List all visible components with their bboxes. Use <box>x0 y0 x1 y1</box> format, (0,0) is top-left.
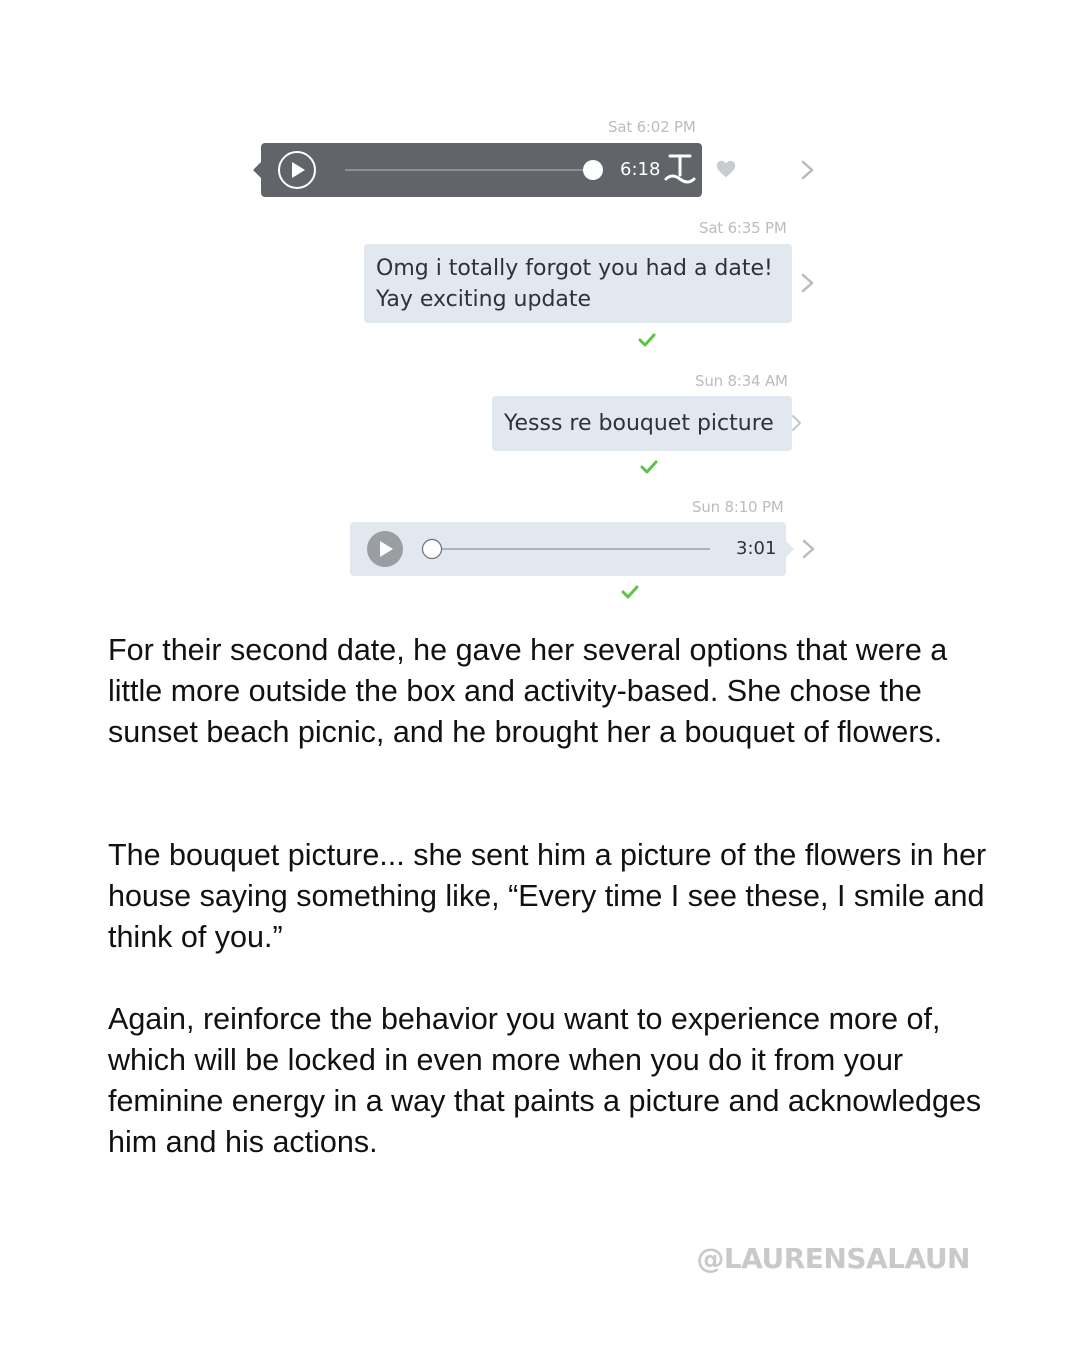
play-icon[interactable] <box>277 150 317 190</box>
voice-message-bubble[interactable] <box>261 143 702 197</box>
voice-duration: 6:18 <box>620 159 661 180</box>
article-paragraph: The bouquet picture... she sent him a picture of the flowers in her house saying something like, “Every time I see these, I smile and think of you.” <box>108 838 987 954</box>
article-paragraph: For their second date, he gave her several options that were a little more outside the box and activity-based. She chose the sunset beach picnic, and he brought her a bouquet of flowers. <box>108 633 948 749</box>
voice-progress-bar[interactable] <box>345 159 605 181</box>
check-icon <box>640 459 658 475</box>
bubble-tail <box>786 541 794 557</box>
chevron-right-icon[interactable] <box>800 272 816 294</box>
heart-icon[interactable] <box>715 158 737 180</box>
play-icon[interactable] <box>365 529 405 569</box>
bubble-tail <box>253 162 261 178</box>
text-message-bubble[interactable] <box>492 396 792 451</box>
transcribe-icon[interactable] <box>663 153 697 187</box>
message-timestamp: Sun 8:34 AM <box>695 372 788 390</box>
voice-message-bubble[interactable] <box>350 522 786 576</box>
message-timestamp: Sat 6:35 PM <box>699 219 787 237</box>
author-handle: @LAURENSALAUN <box>696 1242 970 1275</box>
chevron-right-icon[interactable] <box>790 413 804 433</box>
chevron-right-icon[interactable] <box>800 159 816 181</box>
voice-duration: 3:01 <box>736 538 777 559</box>
voice-progress-bar[interactable] <box>420 538 715 560</box>
article-paragraph: Again, reinforce the behavior you want to experience more of, which will be locked in even more when you do it from your feminine energy in a way that paints a picture and acknowledges him and his actions. <box>108 1002 982 1159</box>
message-timestamp: Sat 6:02 PM <box>608 118 696 136</box>
message-timestamp: Sun 8:10 PM <box>692 498 784 516</box>
text-message-bubble[interactable] <box>364 244 792 323</box>
chevron-right-icon[interactable] <box>801 538 817 560</box>
check-icon <box>638 332 656 348</box>
message-text: Yesss re bouquet picture <box>504 411 774 436</box>
check-icon <box>621 584 639 600</box>
message-text: Omg i totally forgot you had a date! Yay exciting update <box>376 256 773 312</box>
chat-screenshot <box>0 0 1080 610</box>
